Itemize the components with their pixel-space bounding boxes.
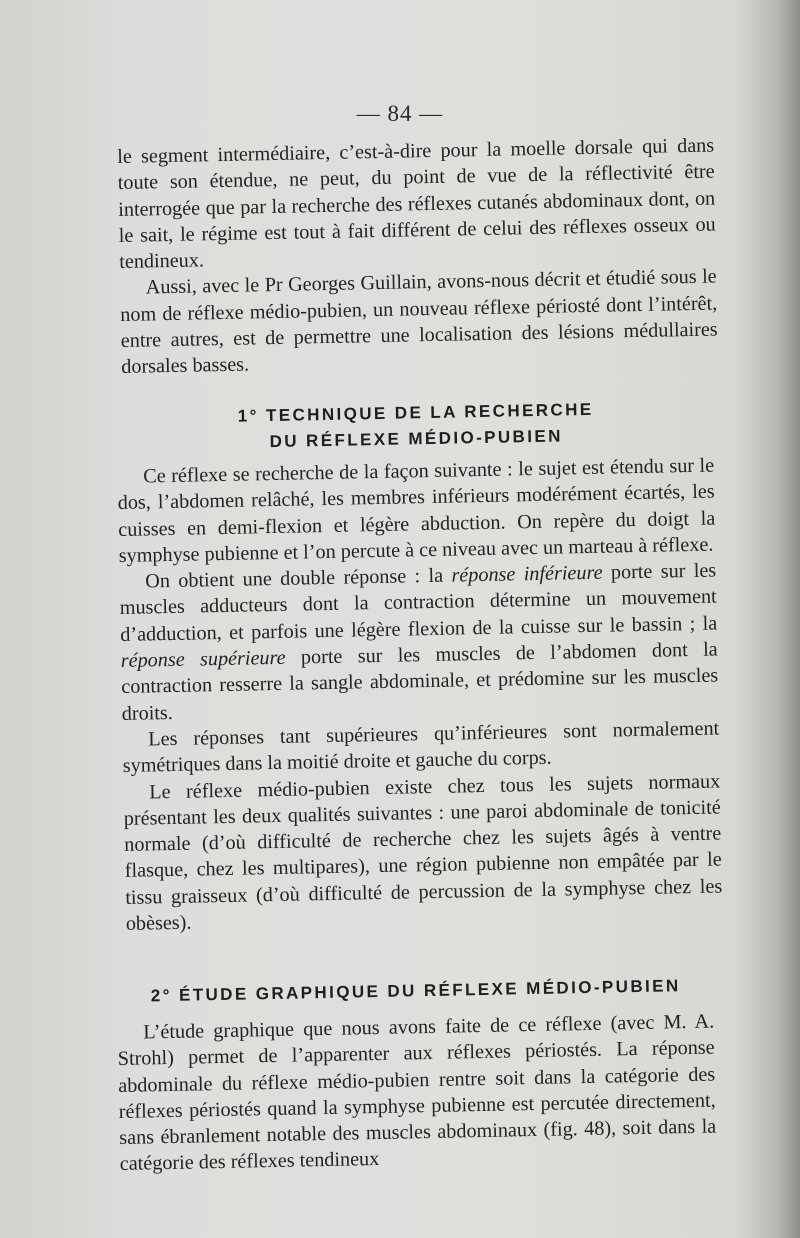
- text-run: On obtient une double réponse : la: [145, 564, 452, 593]
- section-heading-technique: [117, 395, 715, 458]
- paragraph: [119, 558, 719, 727]
- paragraph: Ce réflexe se recherche de la façon suivante : le sujet est étendu sur le dos, l’abdomen relâché, les membres inférieurs modérément écartés, les cuisses en demi-flexion et légère abduction. On repère du doigt la symphyse pubienne et l’on percute à ce niveau avec un marteau à réflexe.: [117, 454, 716, 567]
- text-run: porte sur les muscles adducteurs dont la contraction détermine un mouvement d’adduction, et parfois une légère flexion de la cuisse sur le bassin ; la: [119, 559, 718, 646]
- intro-text: [117, 133, 718, 381]
- paragraph: L’étude graphique que nous avons faite de ce réflexe (avec M. A. Strohl) permet de l’apparenter aux réflexes périostés. La réponse abdominale du réflexe médio-pubien rentre soit dans la catégorie des réflexes périostés quand la symphyse pubienne est percutée directement, sans ébranlement notable des muscles abdominaux (fig. 48), soit dans la catégorie des réflexes tendineux: [117, 1010, 717, 1176]
- heading-line: 1° TECHNIQUE DE LA RECHERCHE: [237, 399, 594, 426]
- text-run: porte sur les muscles de l’abdomen dont la contraction resserre la sangle abdominale, et prédomine sur les muscles droits.: [121, 638, 719, 725]
- section-heading-graphic-study: [117, 973, 714, 1010]
- italic-term: réponse inférieure: [451, 561, 603, 587]
- italic-term: réponse supérieure: [120, 646, 286, 673]
- paragraph: Les réponses tant supérieures qu’inférieures sont normalement symétriques dans la moitié droite et gauche du corps.: [122, 717, 720, 778]
- technique-text: [117, 453, 723, 938]
- heading-line: 2° ÉTUDE GRAPHIQUE DU RÉFLEXE MÉDIO-PUBIEN: [150, 976, 681, 1006]
- paragraph: Aussi, avec le Pr Georges Guillain, avons-nous décrit et étudié sous le nom de réflexe médio-pubien, un nouveau réflexe périosté dont l’intérêt, entre autres, est de permettre une localisation des lésions médullaires dorsales basses.: [120, 265, 718, 379]
- paragraph: le segment intermédiaire, c’est-à-dire pour la moelle dorsale qui dans toute son étendue, ne peut, du point de vue de la réflectivité être interrogée que par la recherche des réflexes cutanés abdominaux dont, on le sait, le régime est tout à fait différent de celui des réflexes osseux ou tendineux.: [117, 134, 716, 274]
- graphic-study-text: [117, 1009, 717, 1178]
- paragraph: Le réflexe médio-pubien existe chez tous les sujets normaux présentant les deux qualités suivantes : une paroi abdominale de tonicité normale (d’où difficulté de recherche chez les sujets âgés à ventre flasque, chez les multipares), une région pubienne non empâtée par le tissu graisseux (d’où difficulté de percussion de la symphyse chez les obèses).: [123, 770, 723, 935]
- page-number: — 84 —: [356, 101, 444, 126]
- heading-line: DU RÉFLEXE MÉDIO-PUBIEN: [269, 426, 563, 452]
